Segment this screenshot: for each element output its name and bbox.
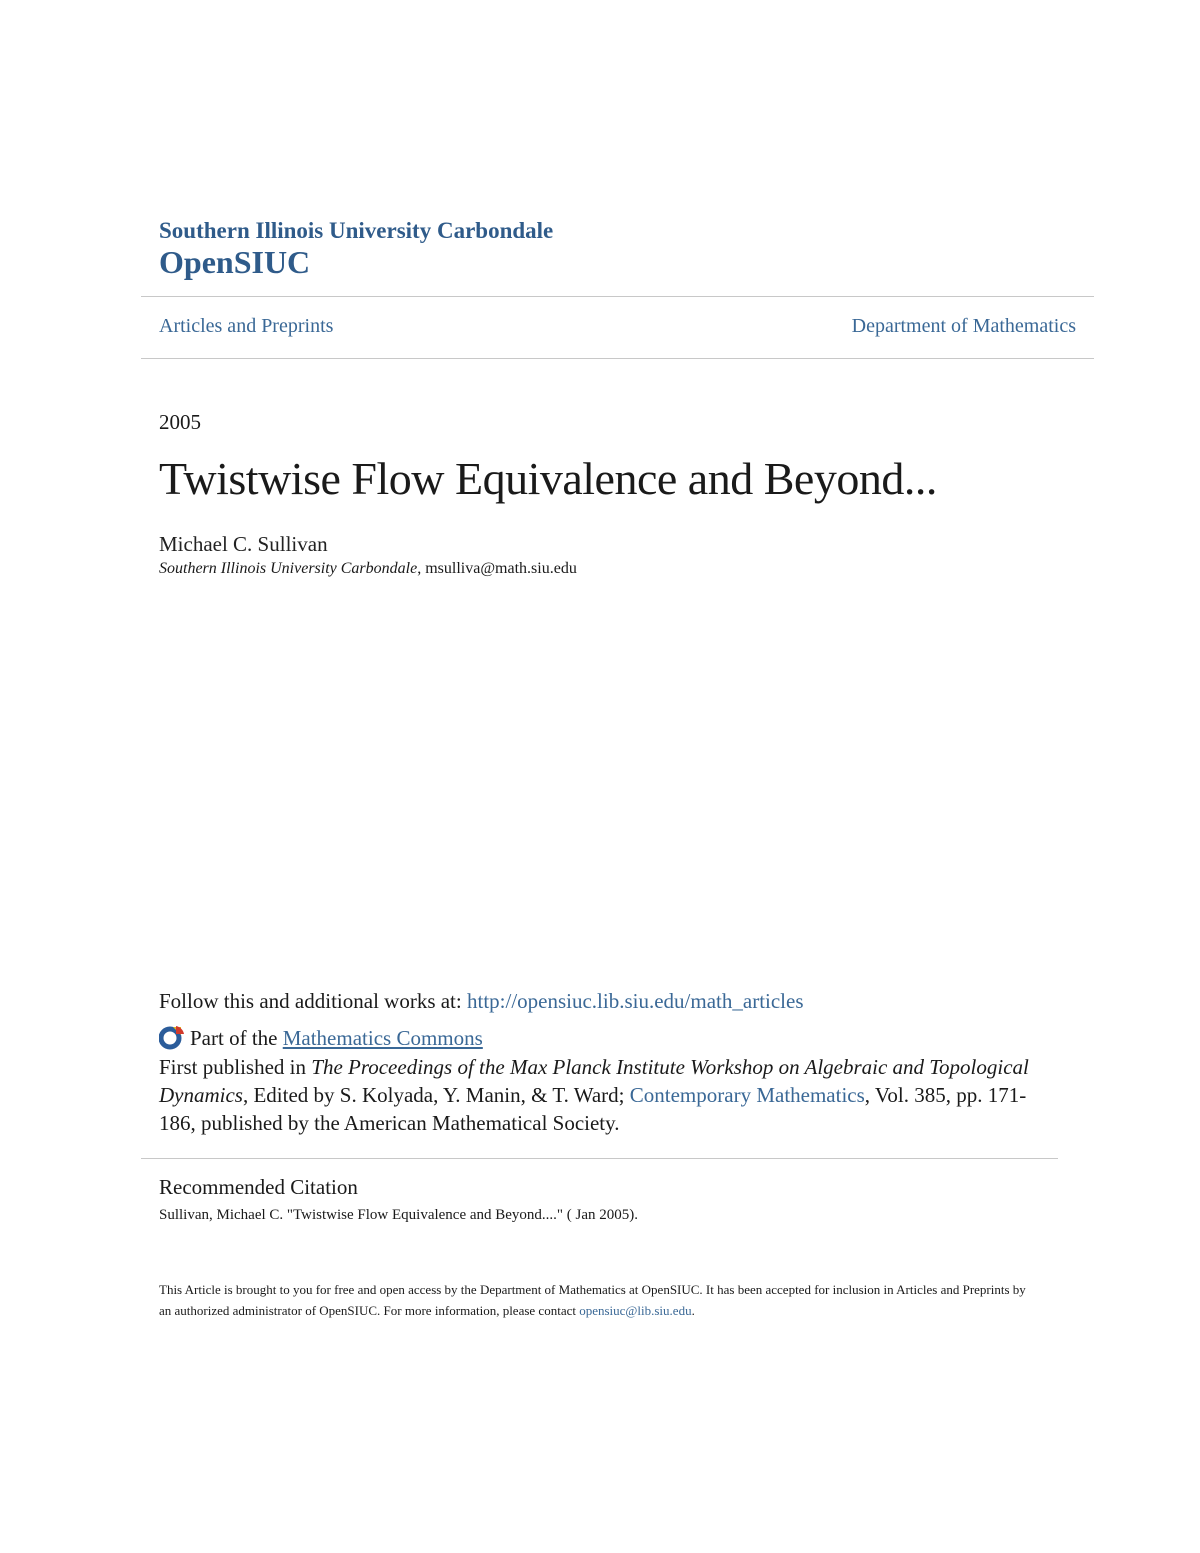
access-notice-end: . (691, 1303, 695, 1318)
author-email: msulliva@math.siu.edu (425, 560, 577, 577)
repository-name[interactable]: OpenSIUC (159, 244, 311, 280)
published-prefix: First published in (159, 1055, 312, 1079)
author-affiliation (159, 560, 577, 578)
citation-divider (141, 1158, 1058, 1159)
breadcrumb-divider (141, 358, 1094, 359)
follow-line (159, 989, 804, 1014)
editors-text: , Edited by S. Kolyada, Y. Manin, & T. Ward; (242, 1083, 630, 1107)
proceedings-title: The Proceedings of the Max Planck Institute Workshop on Algebraic and Topological Dynamics (159, 1055, 1029, 1107)
affiliation-separator: , (417, 560, 426, 577)
contact-email-link[interactable]: opensiuc@lib.siu.edu (579, 1303, 692, 1318)
university-name[interactable]: Southern Illinois University Carbondale (159, 218, 554, 243)
collection-url-link[interactable]: http://opensiuc.lib.siu.edu/math_articles (466, 989, 804, 1013)
author-name: Michael C. Sullivan (159, 532, 328, 556)
follow-label: Follow this and additional works at: (159, 989, 467, 1013)
citation-heading: Recommended Citation (159, 1175, 358, 1199)
published-suffix: , Vol. 385, pp. 171-186, published by the American Mathematical Society. (159, 1083, 1027, 1135)
citation-text: Sullivan, Michael C. "Twistwise Flow Equivalence and Beyond...." ( Jan 2005). (159, 1207, 639, 1223)
bepress-commons-icon (159, 1024, 187, 1050)
part-of-label: Part of the (190, 1026, 283, 1050)
publication-note (159, 1053, 1039, 1137)
mathematics-commons-link[interactable]: Mathematics Commons (282, 1026, 483, 1050)
top-divider (141, 296, 1094, 297)
affiliation-name: Southern Illinois University Carbondale (159, 560, 418, 577)
part-of-line (159, 1024, 483, 1051)
access-notice (159, 1279, 1039, 1321)
publication-year: 2005 (159, 410, 201, 434)
department-link[interactable]: Department of Mathematics (851, 315, 1076, 337)
collection-link[interactable]: Articles and Preprints (159, 315, 334, 337)
access-notice-text: This Article is brought to you for free and open access by the Department of Mathematics at OpenSIUC. It has been accepted for inclusion in Articles and Preprints by an authorized administrator of OpenSIUC. For more information, please contact (159, 1282, 1026, 1318)
article-title: Twistwise Flow Equivalence and Beyond... (159, 453, 937, 504)
contemporary-mathematics-link[interactable]: Contemporary Mathematics (629, 1083, 865, 1107)
